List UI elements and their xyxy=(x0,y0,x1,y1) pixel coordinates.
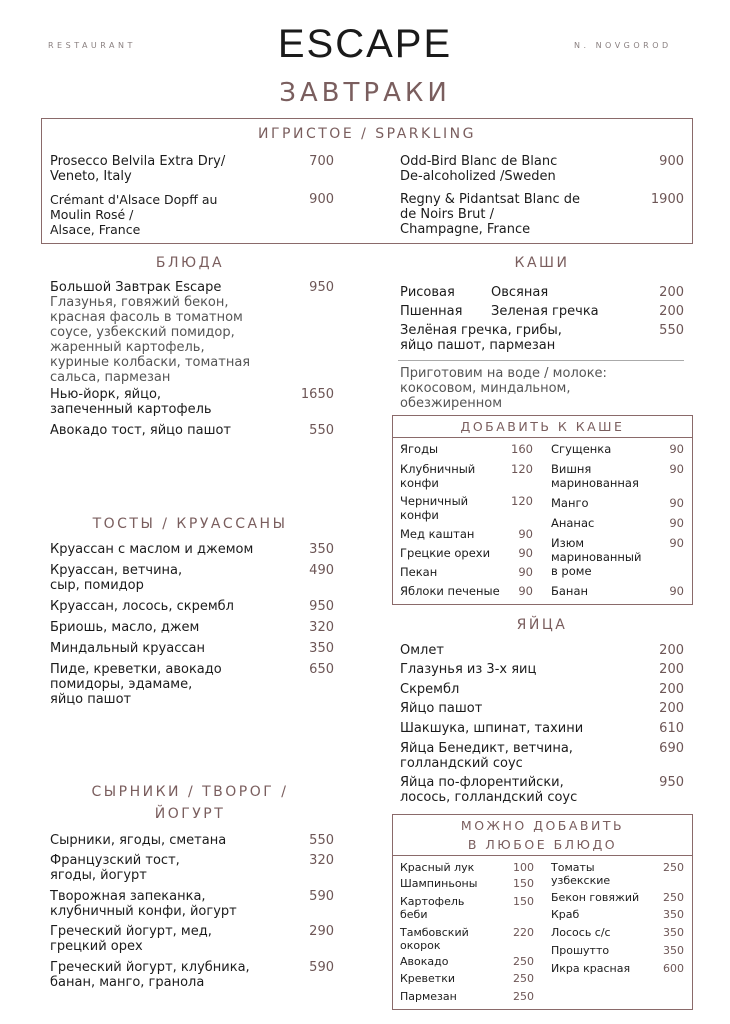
addon-name: Ягоды xyxy=(400,442,439,456)
dish-name: Нью-йорк, яйцо, запеченный картофель xyxy=(50,387,212,417)
addons-title: ДОБАВИТЬ К КАШЕ xyxy=(460,419,625,434)
dish-description: Глазунья, говяжий бекон, красная фасоль в томатном соусе, узбекский помидор, жаренный картофель, куриные колбаски, томатная сальса, пармезан xyxy=(50,295,251,385)
addon-name: Пекан xyxy=(400,565,438,579)
egg-name: Яйца по-флорентийски, лосось, голландский соус xyxy=(400,775,578,805)
syrniki-price: 550 xyxy=(309,833,334,848)
porridge-price: 200 xyxy=(659,285,684,300)
porridge-price: 200 xyxy=(659,304,684,319)
addon-price: 90 xyxy=(669,442,684,456)
addon-name: Манго xyxy=(551,496,589,510)
extra-price: 250 xyxy=(513,972,534,985)
addon-name: Банан xyxy=(551,584,589,598)
egg-name: Шакшука, шпинат, тахини xyxy=(400,721,584,736)
toast-price: 320 xyxy=(309,620,334,635)
sparkling-item: Odd-Bird Blanc de Blanc De-alcoholized /Sweden xyxy=(400,154,558,184)
egg-price: 950 xyxy=(659,775,684,790)
porridge-name: Зелёная гречка, грибы, яйцо пашот, пармезан xyxy=(400,323,562,353)
syrniki-price: 590 xyxy=(309,889,334,904)
extra-name: Краб xyxy=(551,908,580,921)
egg-name: Яйцо пашот xyxy=(400,701,483,716)
syrniki-title-line2: ЙОГУРТ xyxy=(154,806,226,822)
egg-name: Глазунья из 3-х яиц xyxy=(400,662,537,677)
extra-price: 350 xyxy=(663,944,684,957)
extra-name: Тамбовский окорок xyxy=(400,926,469,952)
addon-name: Грецкие орехи xyxy=(400,546,491,560)
toast-price: 490 xyxy=(309,563,334,578)
egg-price: 200 xyxy=(659,643,684,658)
sparkling-price: 900 xyxy=(659,154,684,169)
addon-price: 90 xyxy=(669,584,684,598)
porridge-name: Рисовая xyxy=(400,285,455,300)
syrniki-name: Греческий йогурт, клубника, банан, манго, гранола xyxy=(50,960,250,990)
dish-price: 550 xyxy=(309,423,334,438)
addon-name: Вишня маринованная xyxy=(551,462,639,490)
addon-name: Сгущенка xyxy=(551,442,612,456)
page-title: ЗАВТРАКИ xyxy=(279,78,451,108)
extra-price: 220 xyxy=(513,926,534,939)
porridge-divider xyxy=(398,360,684,361)
extra-name: Шампиньоны xyxy=(400,877,478,890)
addon-name: Ананас xyxy=(551,516,595,530)
sparkling-price: 900 xyxy=(309,192,334,207)
extras-title-line2: В ЛЮБОЕ БЛЮДО xyxy=(467,837,618,852)
addon-price: 90 xyxy=(669,516,684,530)
extra-price: 150 xyxy=(513,895,534,908)
addon-name: Клубничный конфи xyxy=(400,462,476,490)
egg-name: Яйца Бенедикт, ветчина, голландский соус xyxy=(400,741,573,771)
addon-price: 90 xyxy=(669,536,684,550)
porridge-title: КАШИ xyxy=(514,255,570,271)
toast-name: Круассан, лосось, скрембл xyxy=(50,599,234,614)
toast-name: Бриошь, масло, джем xyxy=(50,620,200,635)
addon-price: 90 xyxy=(518,584,533,598)
addons-divider xyxy=(392,437,693,438)
toast-price: 350 xyxy=(309,641,334,656)
toast-price: 650 xyxy=(309,662,334,677)
extra-name: Пармезан xyxy=(400,990,457,1003)
restaurant-label: RESTAURANT xyxy=(48,41,136,50)
extra-name: Авокадо xyxy=(400,955,449,968)
syrniki-price: 590 xyxy=(309,960,334,975)
egg-name: Омлет xyxy=(400,643,444,658)
egg-price: 200 xyxy=(659,701,684,716)
extra-name: Картофель беби xyxy=(400,895,465,921)
extra-price: 350 xyxy=(663,908,684,921)
extra-name: Прошутто xyxy=(551,944,610,957)
sparkling-price: 1900 xyxy=(650,192,684,207)
dishes-title: БЛЮДА xyxy=(155,255,225,271)
extra-price: 250 xyxy=(663,861,684,874)
toast-name: Пиде, креветки, авокадо помидоры, эдамаме, яйцо пашот xyxy=(50,662,222,707)
extras-divider xyxy=(392,855,693,856)
syrniki-name: Греческий йогурт, мед, грецкий орех xyxy=(50,924,212,954)
extras-title: МОЖНО ДОБАВИТЬ xyxy=(460,818,625,833)
extra-price: 250 xyxy=(513,990,534,1003)
porridge-name: Овсяная xyxy=(491,285,549,300)
dish-name: Авокадо тост, яйцо пашот xyxy=(50,423,232,438)
syrniki-title: СЫРНИКИ / ТВОРОГ / xyxy=(91,784,289,800)
egg-price: 200 xyxy=(659,662,684,677)
sparkling-price: 700 xyxy=(309,154,334,169)
dish-price: 1650 xyxy=(300,387,334,402)
egg-price: 610 xyxy=(659,721,684,736)
addon-name: Изюм маринованный в роме xyxy=(551,536,642,578)
porridge-note: Приготовим на воде / молоке: кокосовом, миндальном, обезжиренном xyxy=(400,366,607,411)
porridge-name: Зеленая гречка xyxy=(491,304,599,319)
addon-price: 90 xyxy=(669,496,684,510)
logo: ESCAPE xyxy=(277,22,453,66)
dish-name: Большой Завтрак Escape xyxy=(50,280,222,295)
toast-name: Миндальный круассан xyxy=(50,641,205,656)
syrniki-name: Творожная запеканка, клубничный конфи, йогурт xyxy=(50,889,237,919)
extra-price: 250 xyxy=(513,955,534,968)
toast-price: 350 xyxy=(309,542,334,557)
extra-price: 250 xyxy=(663,891,684,904)
extra-price: 350 xyxy=(663,926,684,939)
extra-name: Красный лук xyxy=(400,861,475,874)
addon-price: 160 xyxy=(511,442,533,456)
dish-price: 950 xyxy=(309,280,334,295)
extra-name: Томаты узбекские xyxy=(551,861,611,887)
extra-name: Креветки xyxy=(400,972,456,985)
extra-name: Бекон говяжий xyxy=(551,891,640,904)
syrniki-name: Сырники, ягоды, сметана xyxy=(50,833,227,848)
eggs-title: ЯЙЦА xyxy=(516,617,568,633)
addon-price: 90 xyxy=(669,462,684,476)
addon-price: 90 xyxy=(518,527,533,541)
sparkling-item: Regny & Pidantsat Blanc de de Noirs Brut / Champagne, France xyxy=(400,192,580,237)
toast-name: Круассан, ветчина, сыр, помидор xyxy=(50,563,183,593)
porridge-price: 550 xyxy=(659,323,684,338)
extra-name: Лосось с/с xyxy=(551,926,611,939)
city-label: N. NOVGOROD xyxy=(574,41,672,50)
syrniki-price: 290 xyxy=(309,924,334,939)
porridge-name: Пшенная xyxy=(400,304,463,319)
extra-name: Икра красная xyxy=(551,962,631,975)
addon-price: 120 xyxy=(511,462,533,476)
addon-price: 90 xyxy=(518,565,533,579)
toasts-title: ТОСТЫ / КРУАССАНЫ xyxy=(92,516,288,532)
sparkling-item: Crémant d'Alsace Dopff au Moulin Rosé / Alsace, France xyxy=(50,192,218,237)
egg-name: Скрембл xyxy=(400,682,460,697)
addon-price: 120 xyxy=(511,494,533,508)
addon-name: Мед каштан xyxy=(400,527,475,541)
extra-price: 600 xyxy=(663,962,684,975)
syrniki-price: 320 xyxy=(309,853,334,868)
sparkling-title: ИГРИСТОЕ / SPARKLING xyxy=(258,126,476,142)
egg-price: 200 xyxy=(659,682,684,697)
toast-name: Круассан с маслом и джемом xyxy=(50,542,254,557)
extra-price: 100 xyxy=(513,861,534,874)
addon-name: Яблоки печеные xyxy=(400,584,500,598)
addon-price: 90 xyxy=(518,546,533,560)
toast-price: 950 xyxy=(309,599,334,614)
addon-name: Черничный конфи xyxy=(400,494,469,522)
egg-price: 690 xyxy=(659,741,684,756)
sparkling-item: Prosecco Belvila Extra Dry/ Veneto, Italy xyxy=(50,154,226,184)
syrniki-name: Французский тост, ягоды, йогурт xyxy=(50,853,180,883)
extra-price: 150 xyxy=(513,877,534,890)
